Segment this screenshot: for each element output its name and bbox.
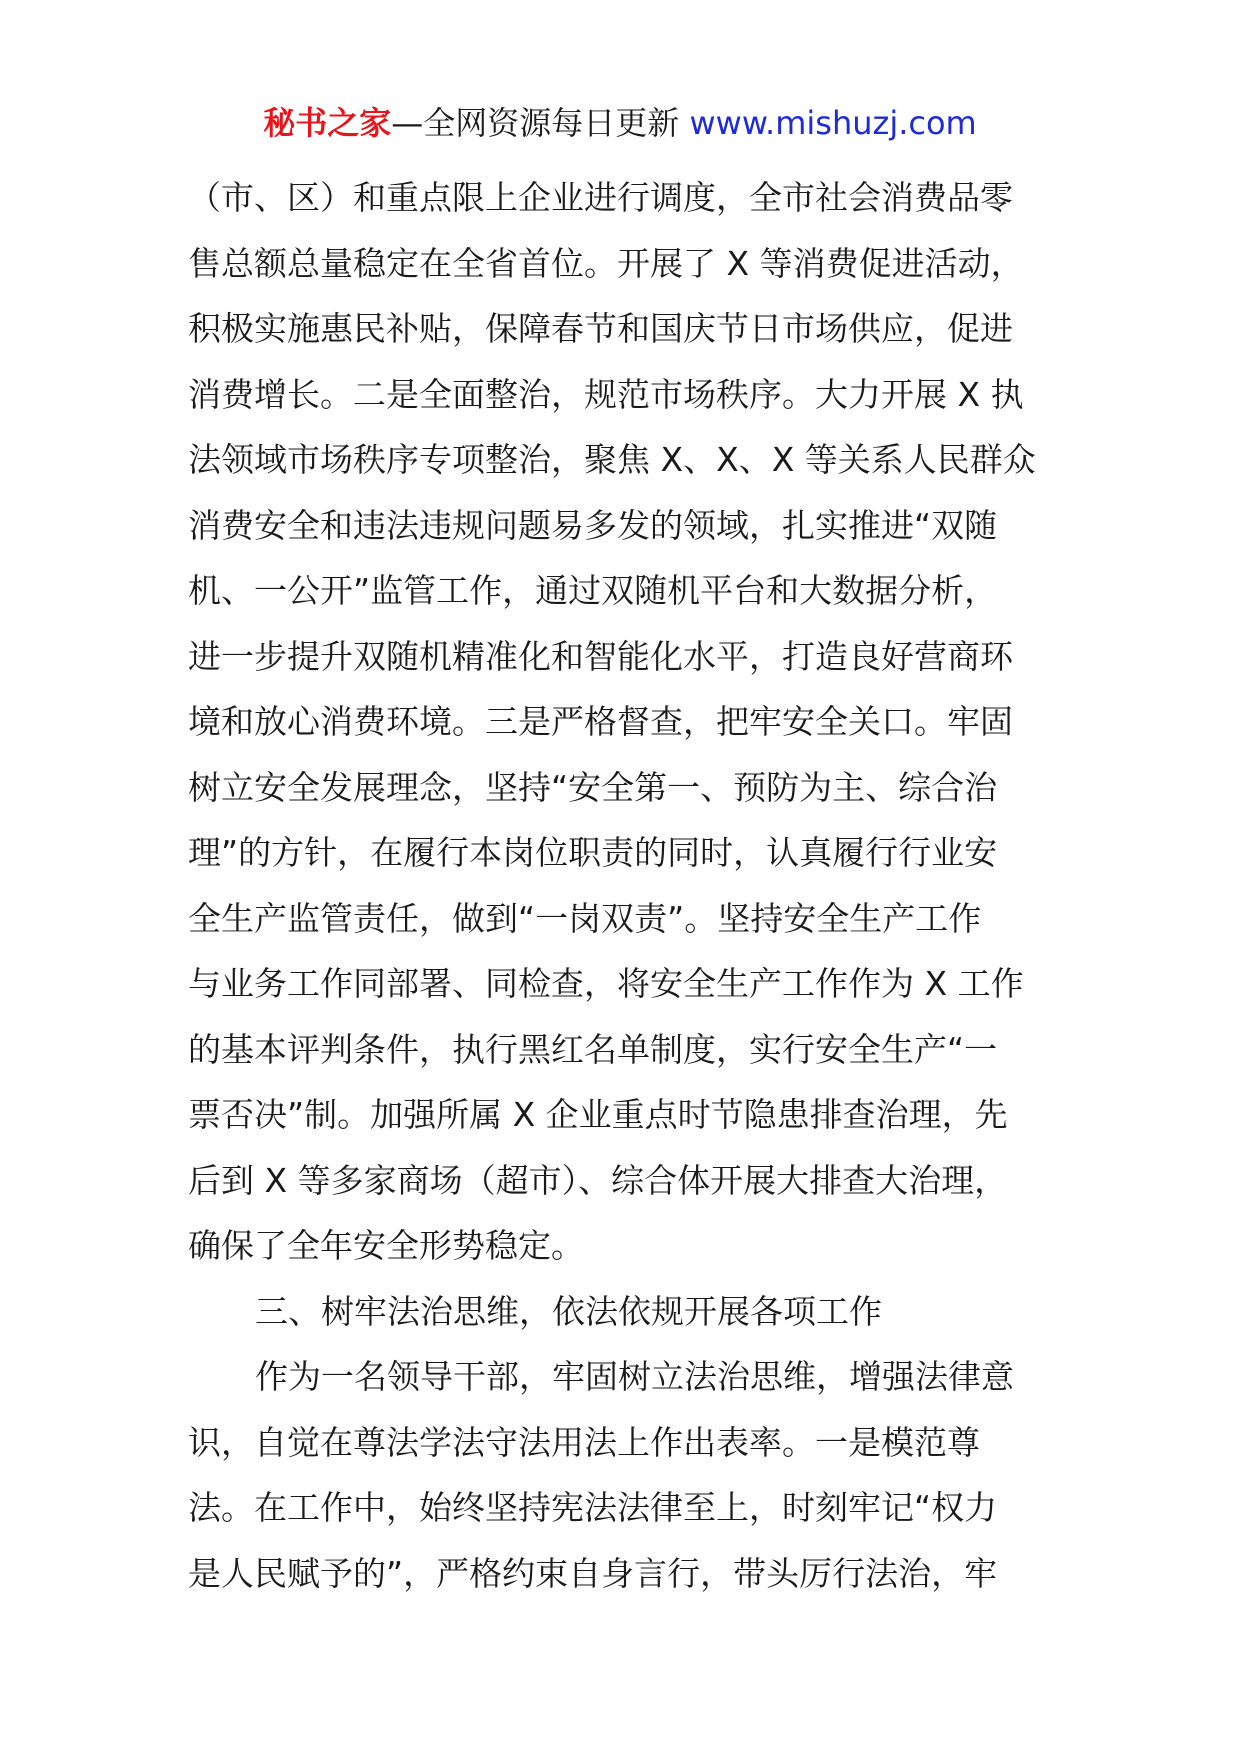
brand-name: 秘书之家 xyxy=(263,104,392,142)
text-line: 作为一名领导干部，牢固树立法治思维，增强法律意 xyxy=(255,1357,1014,1396)
document-body xyxy=(188,165,1068,1606)
text-line: 法。在工作中，始终坚持宪法法律至上，时刻牢记“权力 xyxy=(188,1488,998,1527)
page-header xyxy=(0,98,1240,148)
text-line: 理”的方针，在履行本岗位职责的同时，认真履行行业安 xyxy=(188,833,998,872)
header-slogan: 全网资源每日更新 xyxy=(423,104,680,142)
text-line: 境和放心消费环境。三是严格督查，把牢安全关口。牢固 xyxy=(188,702,1013,741)
text-line: 与业务工作同部署、同检查，将安全生产工作作为 X 工作 xyxy=(188,964,1024,1003)
text-line: 积极实施惠民补贴，保障春节和国庆节日市场供应，促进 xyxy=(188,309,1013,348)
text-line: 消费安全和违法违规问题易多发的领域，扎实推进“双随 xyxy=(188,505,998,545)
text-line: 票否决”制。加强所属 X 企业重点时节隐患排查治理，先 xyxy=(188,1095,1008,1134)
text-line: 确保了全年安全形势稳定。 xyxy=(188,1226,584,1265)
text-line: （市、区）和重点限上企业进行调度，全市社会消费品零 xyxy=(188,178,1013,217)
text-line: 树立安全发展理念，坚持“安全第一、预防为主、综合治 xyxy=(188,767,998,807)
text-line: 的基本评判条件，执行黑红名单制度，实行安全生产“一 xyxy=(188,1029,998,1069)
text-line: 全生产监管责任，做到“一岗双责”。坚持安全生产工作 xyxy=(188,898,982,938)
header-url-link[interactable]: www.mishuzj.com xyxy=(689,104,977,142)
text-line: 售总额总量稳定在全省首位。开展了 X 等消费促进活动， xyxy=(188,243,1024,283)
text-line: 识，自觉在尊法学法守法用法上作出表率。一是模范尊 xyxy=(188,1422,980,1462)
text-line: 进一步提升双随机精准化和智能化水平，打造良好营商环 xyxy=(188,636,1013,676)
text-line: 消费增长。二是全面整治，规范市场秩序。大力开展 X 执 xyxy=(188,374,1024,414)
header-dash: — xyxy=(391,104,424,142)
text-line: 法领域市场秩序专项整治，聚焦 X、X、X 等关系人民群众 xyxy=(188,440,1036,479)
section-heading: 三、树牢法治思维，依法依规开展各项工作 xyxy=(255,1291,882,1331)
text-line: 机、一公开”监管工作，通过双随机平台和大数据分析， xyxy=(188,571,998,610)
text-line: 后到 X 等多家商场（超市）、综合体开展大排查大治理， xyxy=(188,1160,1008,1200)
text-line: 是人民赋予的”，严格约束自身言行，带头厉行法治，牢 xyxy=(188,1553,998,1593)
